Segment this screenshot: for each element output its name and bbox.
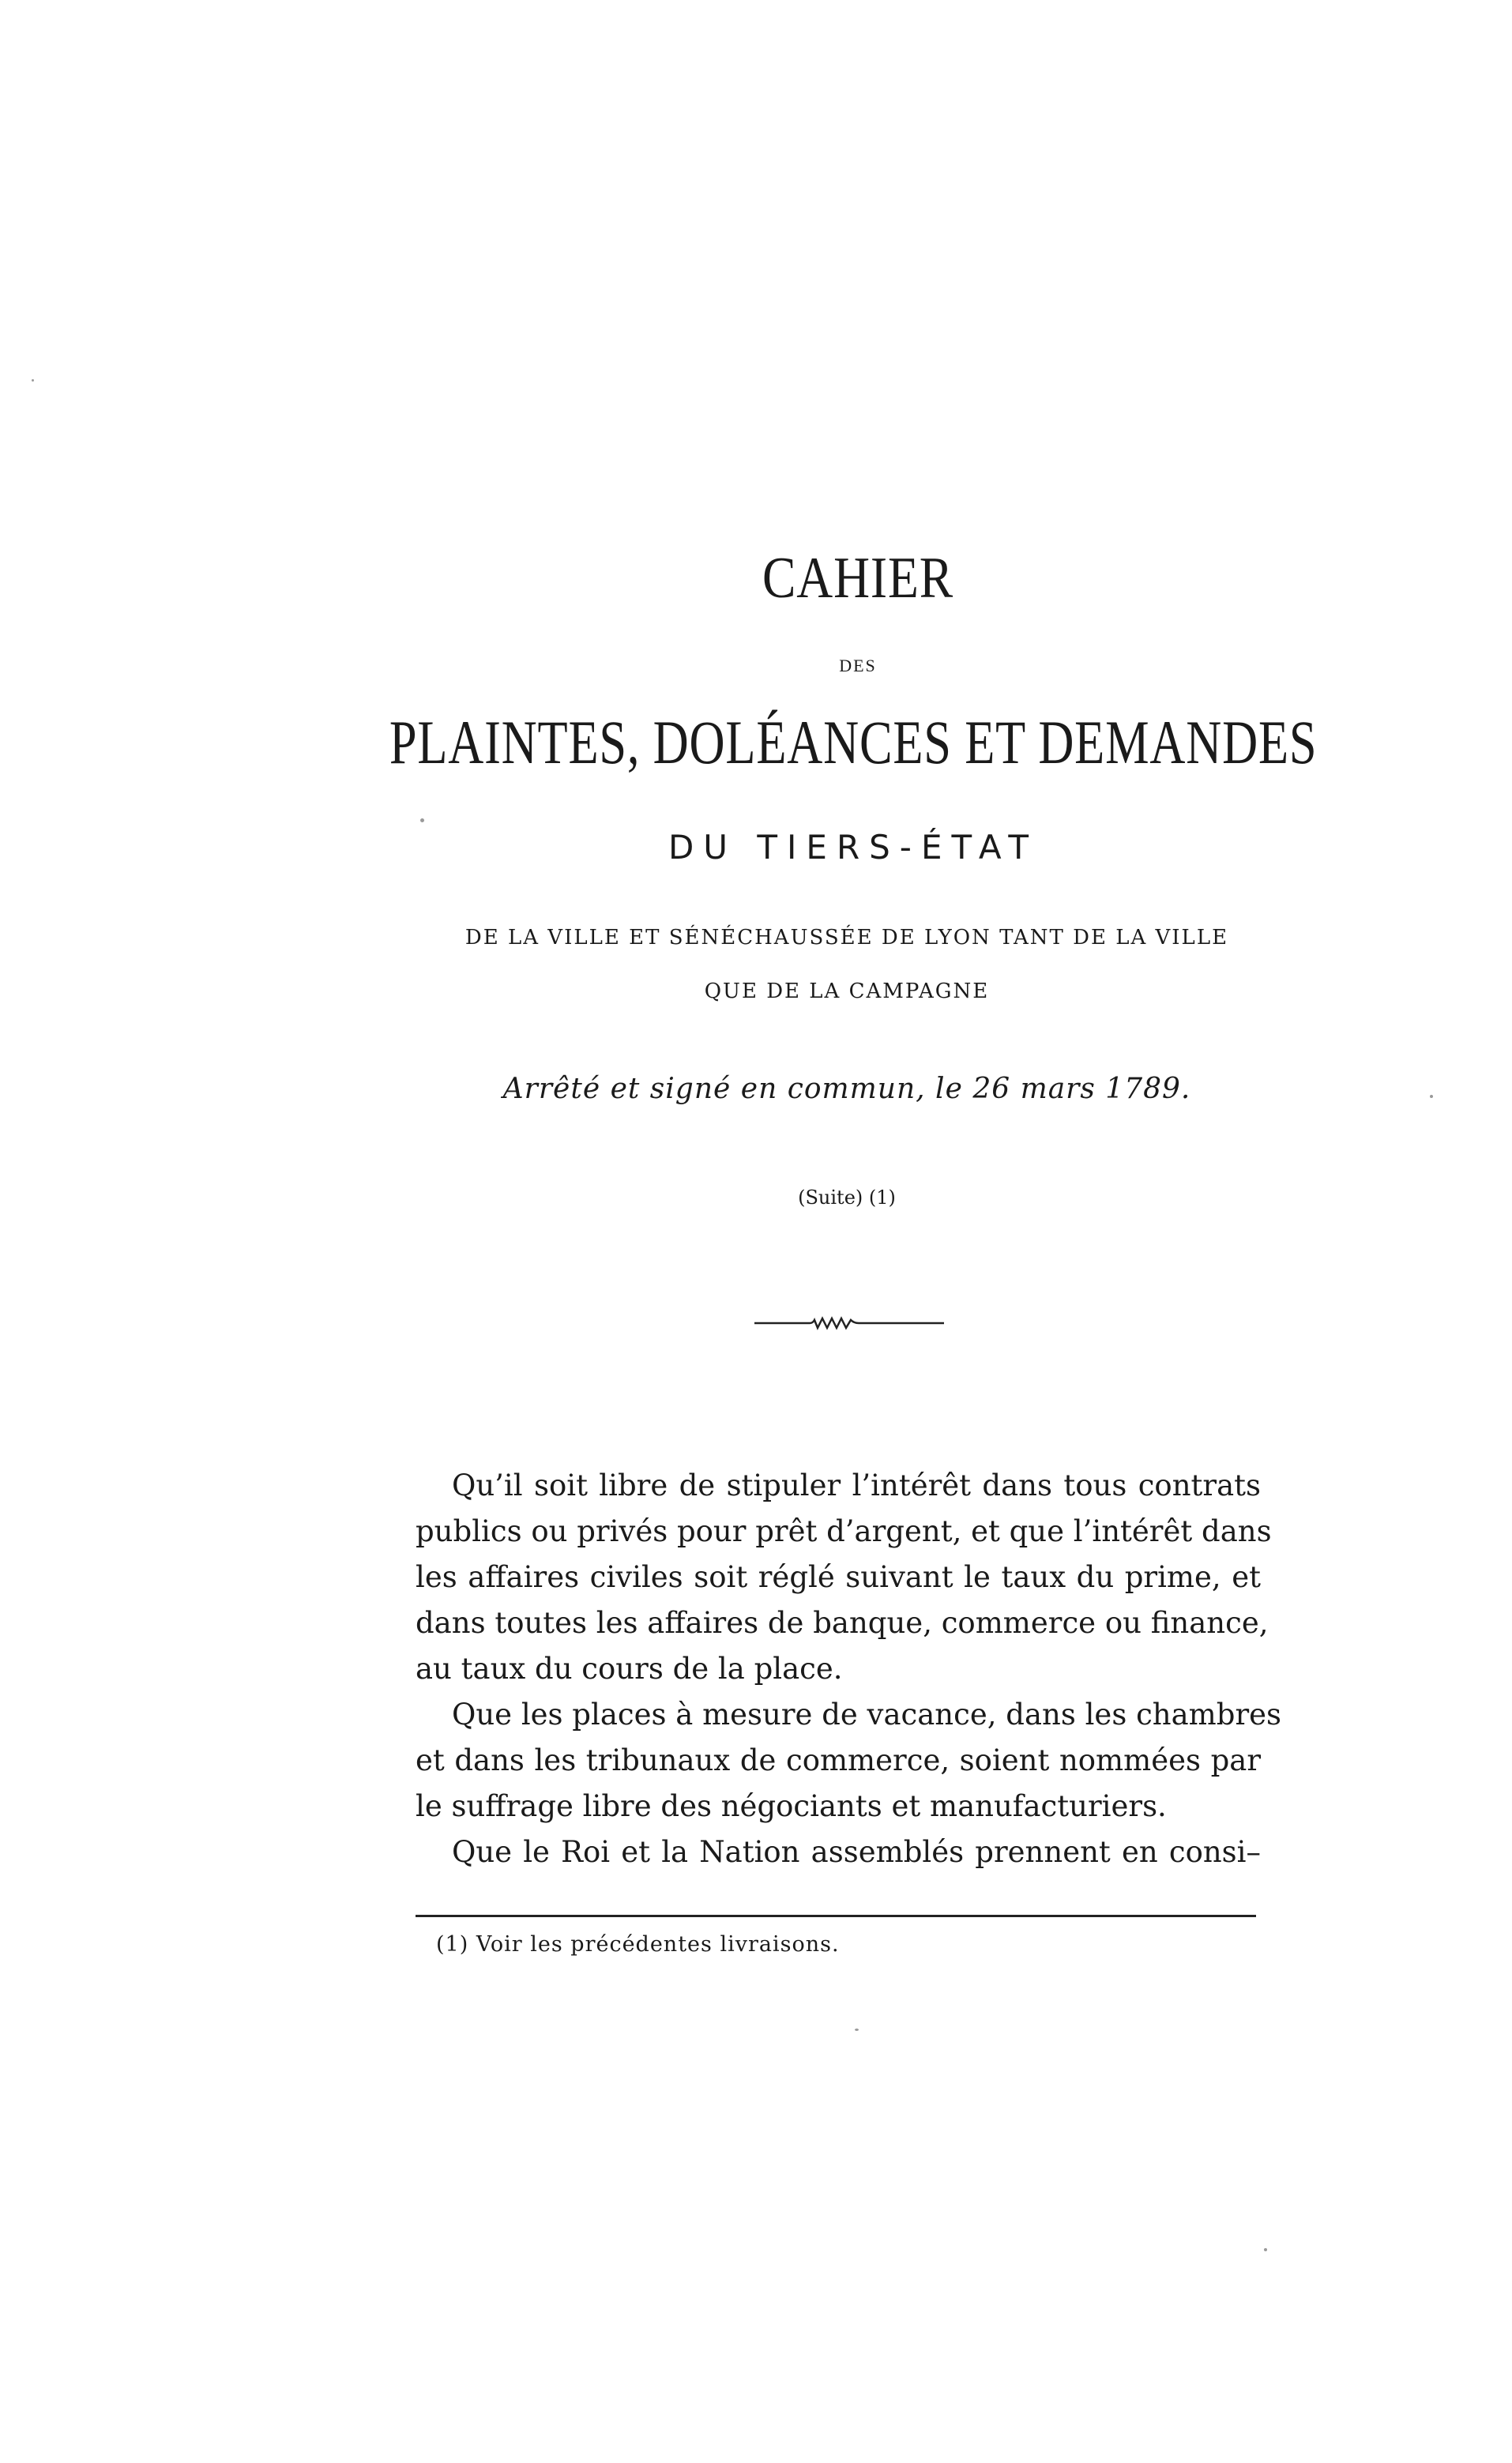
footnote-rule: [416, 1915, 1256, 1917]
title-tiers-etat: DU TIERS-ÉTAT: [668, 828, 1039, 867]
paper-speck: [420, 818, 424, 822]
paper-speck: [32, 379, 34, 382]
ornament-divider: [754, 1313, 944, 1333]
body-line-1: Qu’il soit libre de stipuler l’intérêt dans tous contrats: [452, 1468, 1261, 1502]
body-line-9: Que le Roi et la Nation assemblés prennent en consi–: [452, 1835, 1261, 1869]
title-plaintes-text: PLAINTES, DOLÉANCES ET DEMANDES: [389, 708, 1318, 777]
subtitle-line-2: QUE DE LA CAMPAGNE: [704, 980, 990, 1003]
title-cahier: CAHIER: [762, 546, 954, 611]
body-line-5: au taux du cours de la place.: [416, 1652, 843, 1686]
dateline: Arrêté et signé en commun, le 26 mars 1789.: [502, 1073, 1191, 1105]
paper-speck: [855, 2029, 859, 2031]
title-des: DES: [839, 656, 877, 675]
subtitle-line-1: DE LA VILLE ET SÉNÉCHAUSSÉE DE LYON TANT DE LA VILLE: [465, 926, 1229, 949]
body-line-2: publics ou privés pour prêt d’argent, et que l’intérêt dans: [416, 1514, 1272, 1548]
body-line-8: le suffrage libre des négociants et manufacturiers.: [416, 1789, 1167, 1823]
body-line-3: les affaires civiles soit réglé suivant le taux du prime, et: [416, 1560, 1261, 1594]
body-line-6: Que les places à mesure de vacance, dans les chambres: [452, 1698, 1282, 1732]
body-line-7: et dans les tribunaux de commerce, soient nommées par: [416, 1743, 1261, 1777]
paper-speck: [1430, 1095, 1433, 1098]
suite-note: (Suite) (1): [798, 1186, 896, 1209]
title-plaintes: [0, 707, 1512, 778]
paper-speck: [1264, 2248, 1267, 2251]
body-line-4: dans toutes les affaires de banque, commerce ou finance,: [416, 1606, 1269, 1640]
footnote: (1) Voir les précédentes livraisons.: [436, 1932, 840, 1957]
